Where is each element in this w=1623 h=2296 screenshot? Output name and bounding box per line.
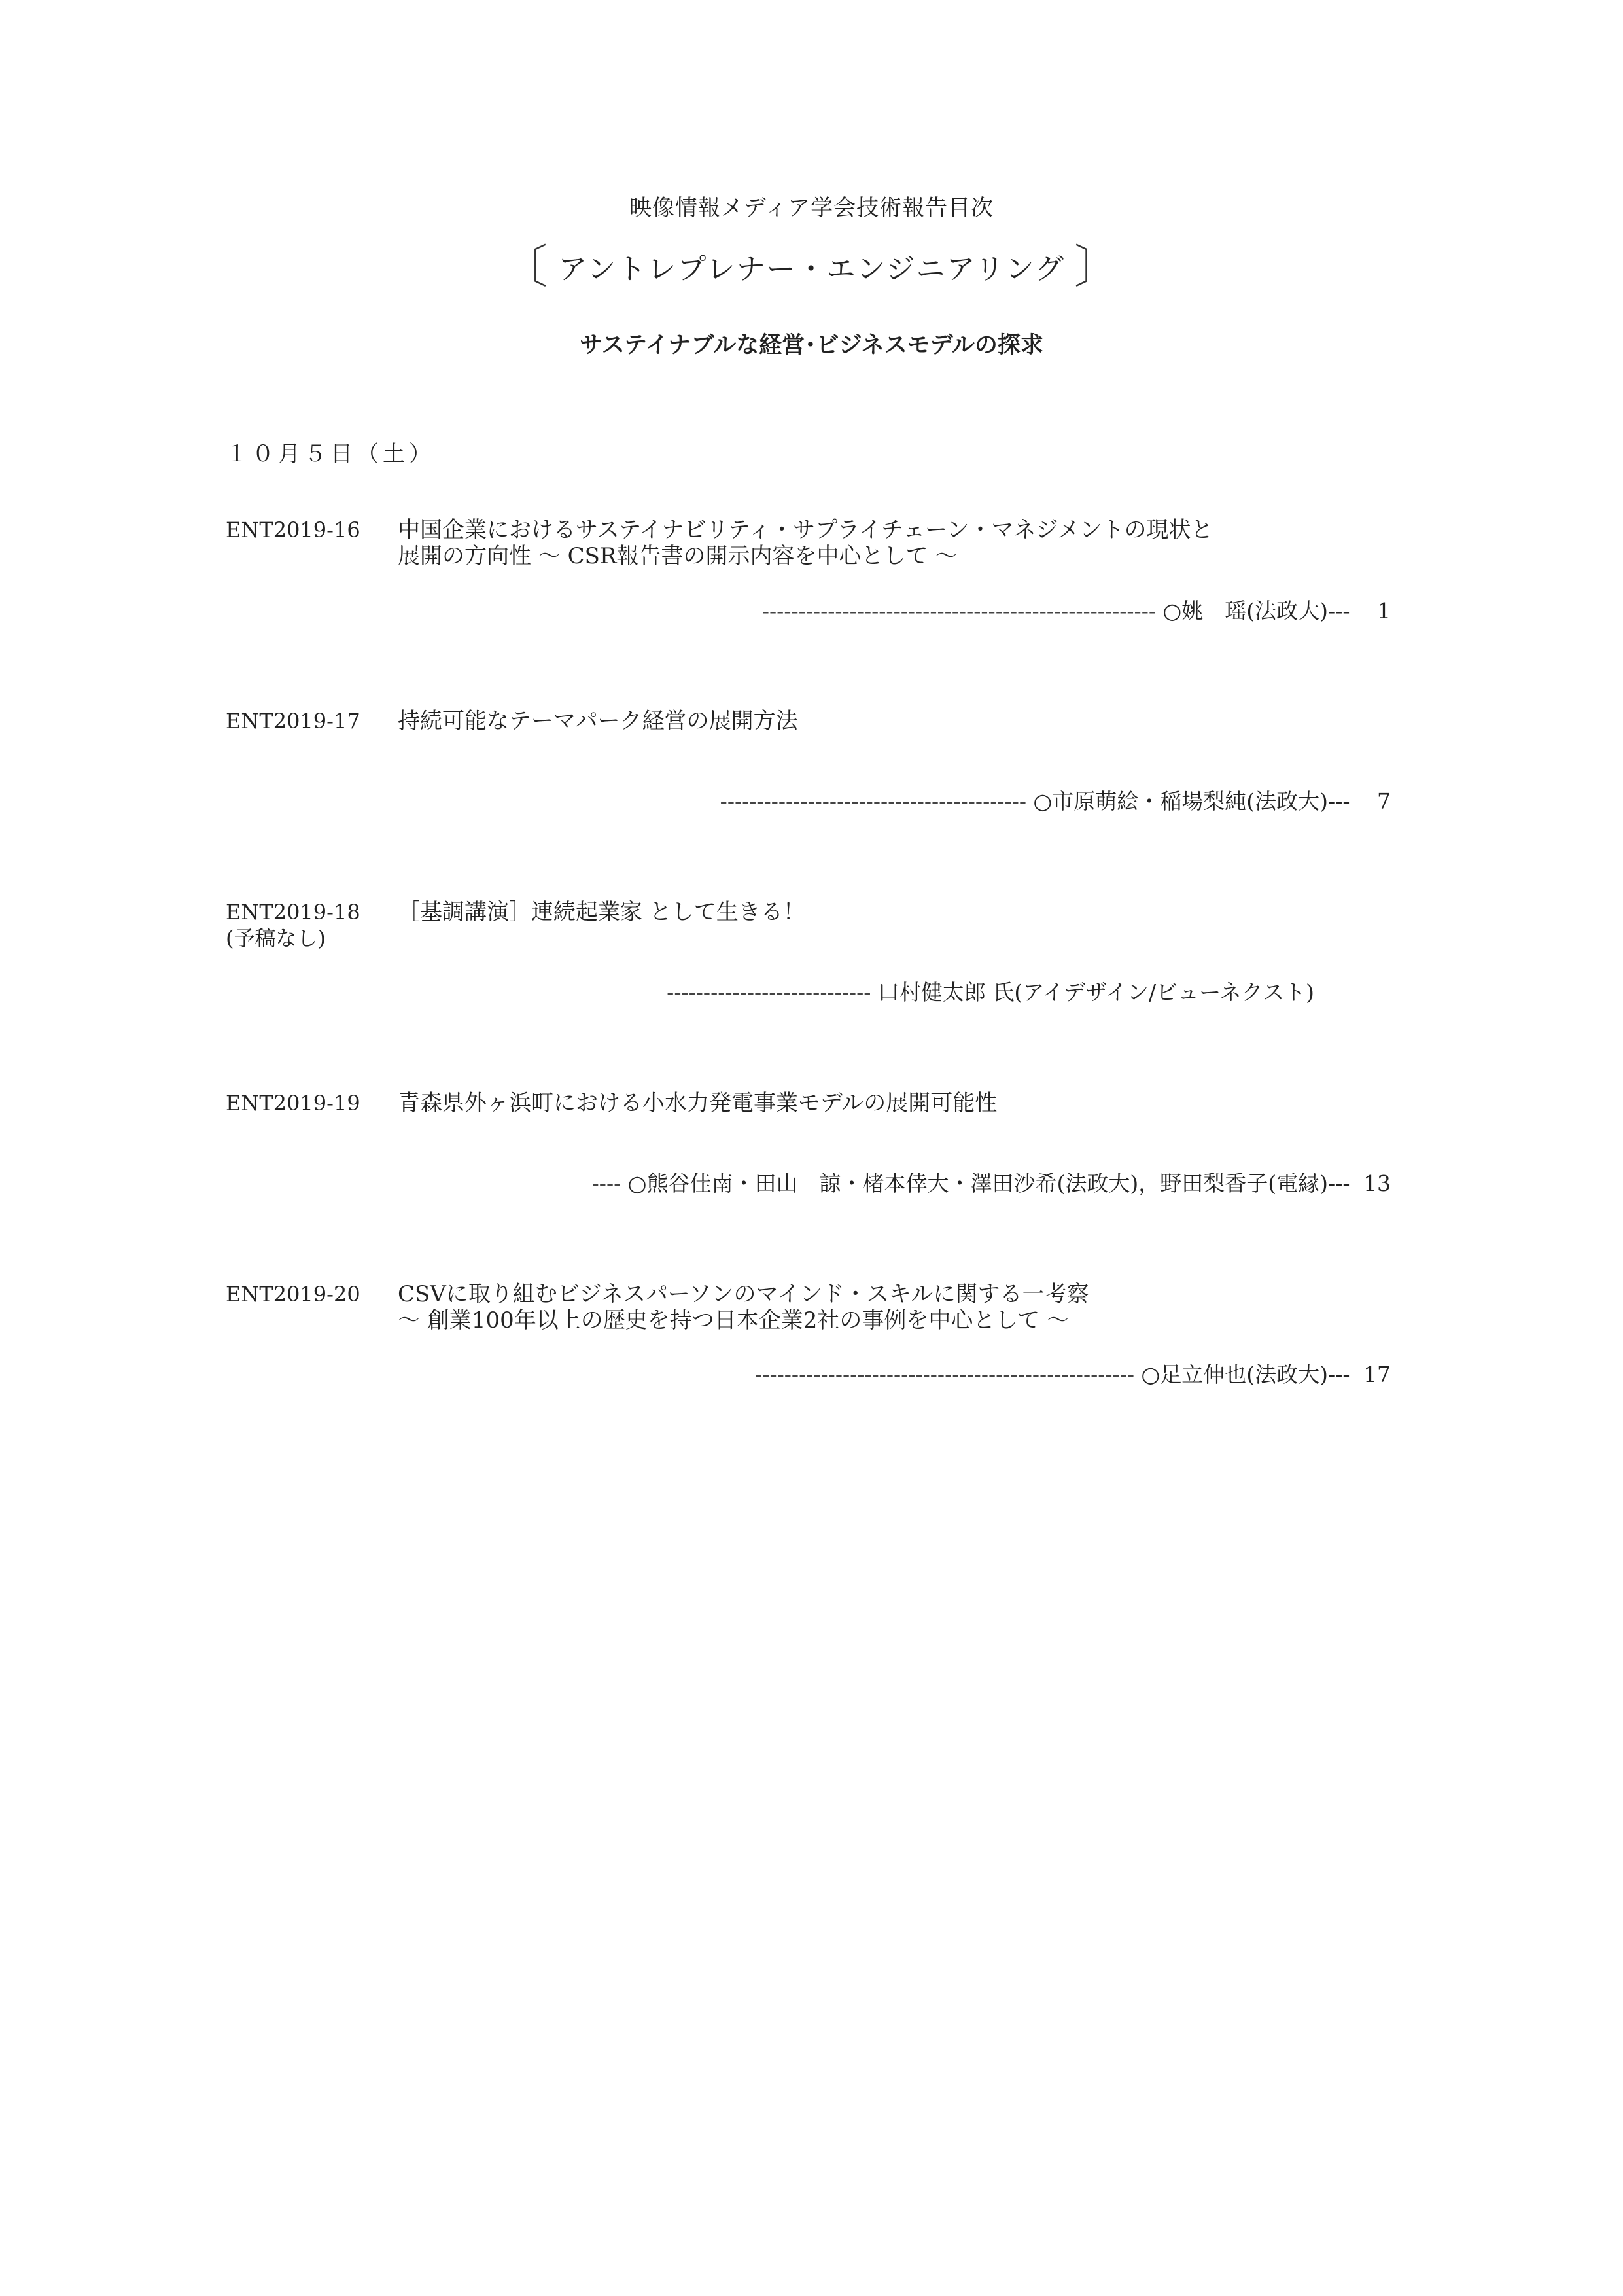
series-title [0,230,1623,296]
entry-title-line: 展開の方向性 〜 CSR報告書の開示内容を中心として 〜 [398,543,958,569]
theme-title: サステイナブルな経営･ビジネスモデルの探求 [580,332,1043,359]
entry-title [398,517,1213,569]
entry-title-line: CSVに取り組むビジネスパーソンのマインド・スキルに関する一考察 [398,1281,1089,1307]
entry-code: ENT2019-18 [226,900,360,925]
entry-code: ENT2019-20 [226,1282,360,1307]
entry-author-line [667,976,1314,1006]
entry-code: ENT2019-19 [226,1091,360,1116]
entry-authors: 口村健太郎 氏(アイデザイン/ビューネクスト) [877,980,1314,1005]
entry-code-note: (予稿なし) [226,926,326,951]
leader-dashes: ---- [591,1171,621,1196]
leader-dashes: ---------------------------------------------------- [755,1362,1134,1387]
leader-dashes: ------------------------------------------------------ [761,598,1156,624]
entry-authors: ○足立伸也(法政大)--- [1141,1362,1350,1387]
entry-author-line [720,785,1391,815]
entry-authors: ○熊谷佳南・田山 諒・楮本倖大・澤田沙希(法政大)，野田梨香子(電縁)--- [627,1171,1350,1196]
org-title: 映像情報メディア学会技術報告目次 [629,195,994,221]
entry-author-line [762,594,1391,625]
entry-code: ENT2019-17 [226,709,360,733]
entry-page-number: 7 [1377,788,1391,814]
entry-title-line: 中国企業におけるサステイナビリティ・サプライチェーン・マネジメントの現状と [398,517,1213,543]
series-bracket-open: 〔 [502,240,550,294]
entry-code-block [226,899,360,951]
series-bracket-close: 〕 [1073,240,1121,294]
leader-dashes: ---------------------------- [667,980,871,1005]
entry-title-line: 持続可能なテーマパーク経営の展開方法 [398,708,798,734]
entry-authors: ○市原萌絵・稲場梨純(法政大)--- [1033,788,1350,814]
entry-title [398,899,805,925]
entry-authors: ○姚 瑶(法政大)--- [1162,598,1350,624]
session-date: １０月５日（土） [226,441,435,467]
entry-title-line: 青森県外ヶ浜町における小水力発電事業モデルの展開可能性 [398,1090,998,1116]
entry-title [398,1090,997,1116]
leader-dashes: ------------------------------------------ [720,788,1026,814]
entry-code: ENT2019-16 [226,518,360,542]
entry-author-line [592,1167,1391,1197]
entry-author-line [755,1358,1391,1388]
series-name: アントレプレナー・エンジニアリング [558,253,1065,286]
entry-title [398,708,798,734]
entry-page-number: 17 [1363,1362,1391,1387]
entry-title-line: 〜 創業100年以上の歴史を持つ日本企業2社の事例を中心として 〜 [398,1307,1070,1333]
entry-page-number: 1 [1377,598,1391,624]
entry-title [398,1281,1089,1333]
entry-title-line: ［基調講演］連続起業家 として生きる！ [398,899,805,925]
entry-page-number: 13 [1363,1171,1391,1196]
